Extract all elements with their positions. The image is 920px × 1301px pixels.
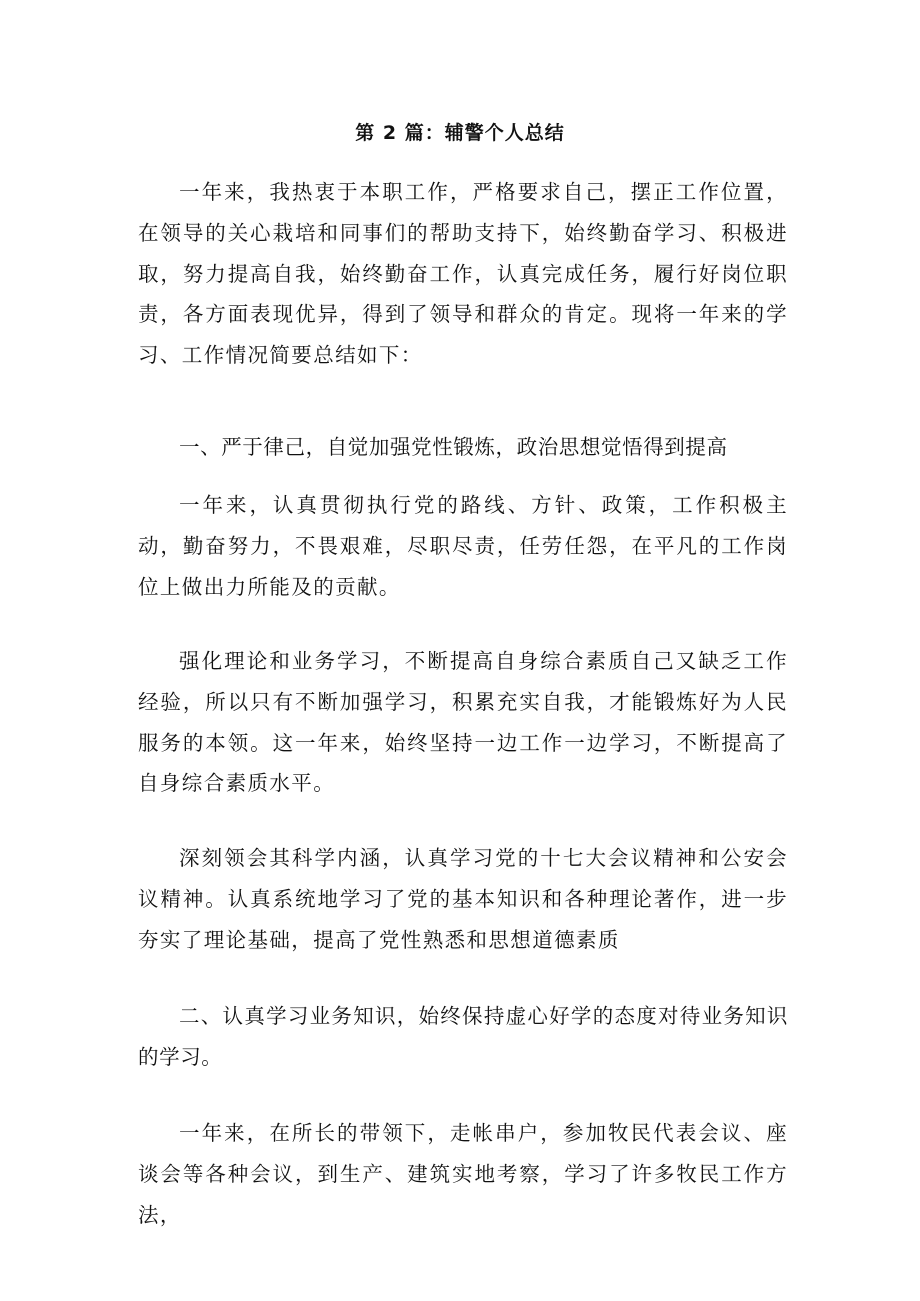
paragraph-3: 深刻领会其科学内涵，认真学习党的十七大会议精神和公安会议精神。认真系统地学习了党的基本知识和各种理论著作，进一步夯实了理论基础，提高了党性熟悉和思想道德素质 [138, 846, 788, 952]
paragraph-4: 一年来，在所长的带领下，走帐串户，参加牧民代表会议、座谈会等各种会议，到生产、建筑实地考察，学习了许多牧民工作方法， [138, 1121, 788, 1227]
section-heading-1: 一、严于律己，自觉加强党性锻炼，政治思想觉悟得到提高 [179, 435, 728, 459]
paragraph-intro: 一年来，我热衷于本职工作，严格要求自己，摆正工作位置，在领导的关心栽培和同事们的帮助支持下，始终勤奋学习、积极进取，努力提高自我，始终勤奋工作，认真完成任务，履行好岗位职责，各方面表现优异，得到了领导和群众的肯定。现将一年来的学习、工作情况简要总结如下： [138, 180, 788, 368]
document-title: 第 2 篇：辅警个人总结 [355, 122, 565, 144]
section-heading-2: 二、认真学习业务知识，始终保持虚心好学的态度对待业务知识的学习。 [138, 1004, 788, 1069]
paragraph-2: 强化理论和业务学习，不断提高自身综合素质自己又缺乏工作经验，所以只有不断加强学习，积累充实自我，才能锻炼好为人民服务的本领。这一年来，始终坚持一边工作一边学习，不断提高了自身综合素质水平。 [138, 649, 788, 796]
paragraph-1: 一年来，认真贯彻执行党的路线、方针、政策，工作积极主动，勤奋努力，不畏艰难，尽职尽责，任劳任怨，在平凡的工作岗位上做出力所能及的贡献。 [138, 493, 788, 599]
